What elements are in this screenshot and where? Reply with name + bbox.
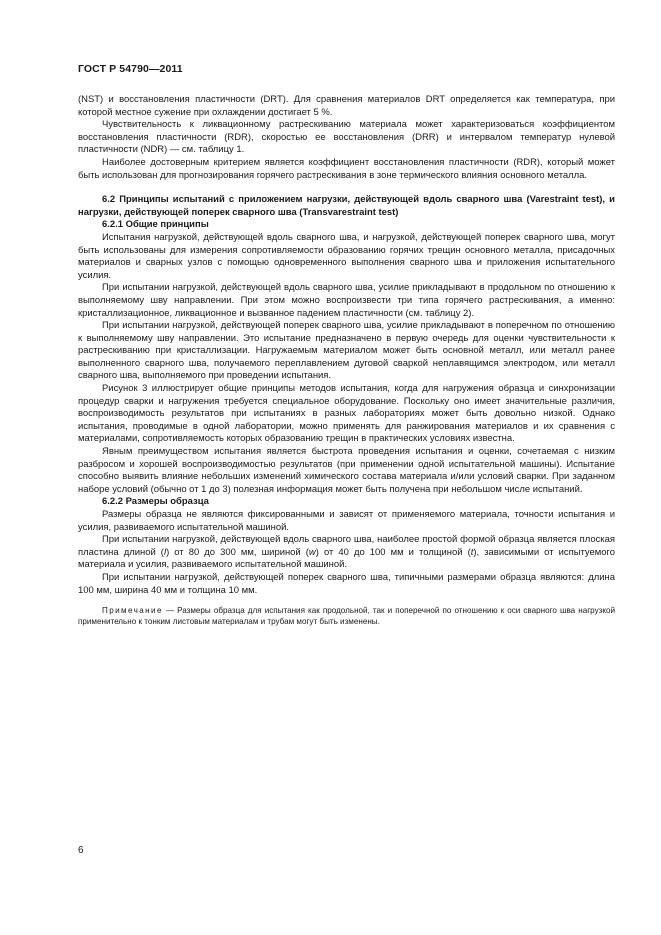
text-run: ), зависимыми от испытуемого материала и усилия, развиваемого испытательной машиной.: [78, 546, 616, 571]
symbol-width: w: [308, 546, 316, 558]
page-number: 6: [78, 845, 84, 856]
text-run: ) от 40 до 100 мм и толщиной (: [315, 546, 471, 558]
symbol-thickness: t: [470, 546, 474, 558]
paragraph: Испытания нагрузкой, действующей вдоль сварного шва, и нагрузкой, действующей поперек сварного шва, могут быть использованы для измерения сопротивляемости образованию горячих трещин основного металла, присадочных материалов и сварных узлов с помощью одновременного выполнения сварного шва и приложения испытательного усилия.: [78, 231, 615, 281]
paragraph: Размеры образца не являются фиксированными и зависят от применяемого материала, точности испытания и усилия, развиваемого испытательной машиной.: [78, 509, 615, 533]
paragraph: Чувствительность к ликвационному растрескиванию материала может характеризоваться коэффициентом восстановления пластичности (RDR), скоростью ее восстановления (DRR) и интервалом температур нулевой пластичности (NDR) — см. таблицу 1.: [78, 119, 615, 156]
paragraph-specimen-dimensions: [78, 534, 615, 572]
subsection-heading-6-2-1: 6.2.1 Общие принципы: [102, 219, 209, 231]
text-run: ) от 80 до 300 мм, шириной (: [166, 546, 309, 558]
paragraph: При испытании нагрузкой, действующей поперек сварного шва, усилие прикладывают в поперечном по отношению к выполняемому шву направлении. Это испытание предназначено в первую очередь для оценки чувствительности к растрескиванию при кристаллизации. Нагружаемым материалом может быть основной металл, или металл ранее выполненного сварного шва, получаемого переплавлением дуговой сваркой неплавящимся электродом, или металл сварного шва, выполняемого при проведении испытания.: [78, 320, 615, 382]
note-label: Примечание: [102, 606, 163, 616]
paragraph: При испытании нагрузкой, действующей поперек сварного шва, типичными размерами образца являются: длина 100 мм, ширина 40 мм и толщина 10 мм.: [78, 571, 615, 596]
document-body: [78, 94, 615, 628]
paragraph: Рисунок 3 иллюстрирует общие принципы методов испытания, когда для нагружения образца и синхронизации процедур сварки и нагружения требуется специальное оборудование. Поскольку оно имеет значительные различия, воспроизводимость результатов при испытаниях в разных лабораториях может быть довольно низкой. Однако испытания, проводимые в одной лаборатории, можно применять для ранжирования материалов и их сравнения с материалами, сопротивляемость которых образованию трещин в практических условиях известна.: [78, 383, 615, 445]
paragraph: (NST) и восстановления пластичности (DRT). Для сравнения материалов DRT определяется как температура, при которой местное сужение при охлаждении достигает 5 %.: [78, 94, 615, 118]
symbol-length: l: [163, 546, 167, 558]
subsection-heading-6-2-2: 6.2.2 Размеры образца: [102, 496, 209, 508]
paragraph: Наиболее достоверным критерием является коэффициент восстановления пластичности (RDR), который может быть использован для прогнозирования горячего растрескивания в зоне термического влияния основного металла.: [78, 156, 615, 181]
paragraph: При испытании нагрузкой, действующей вдоль сварного шва, усилие прикладывают в продольном по отношению к выполняемому шву направлении. При этом можно воспроизвести три типа горячего растрескивания, а именно: кристаллизационное, ликвационное и вызванное падением пластичности (см. таблицу 2).: [78, 282, 615, 319]
section-heading-6-2: 6.2 Принципы испытаний с приложением нагрузки, действующей вдоль сварного шва (Varestraint test), и нагрузки, действующей поперек сварного шва (Transvarestraint test): [78, 194, 615, 218]
page-header-standard-number: ГОСТ Р 54790—2011: [78, 63, 183, 75]
text-run: При испытании нагрузкой, действующей вдоль сварного шва, наиболее простой формой образца является плоская пластина длиной (: [78, 534, 615, 558]
note-text: — Размеры образца для испытания как продольной, так и поперечной по отношению к оси сварного шва нагрузкой применительно к тонким листовым материалам и трубам могут быть изменены.: [78, 606, 615, 627]
paragraph: Явным преимуществом испытания является быстрота проведения испытания и оценки, сочетаемая с низким разбросом и хорошей воспроизводимостью результатов (при применении одной испытательной машины). Испытание способно выявить влияние небольших изменений химического состава материала и/или условий сварки. При заданном наборе условий (обычно от 1 до 3) полезная информация может быть получена при небольшом числе испытаний.: [78, 446, 615, 495]
note: [78, 605, 615, 627]
